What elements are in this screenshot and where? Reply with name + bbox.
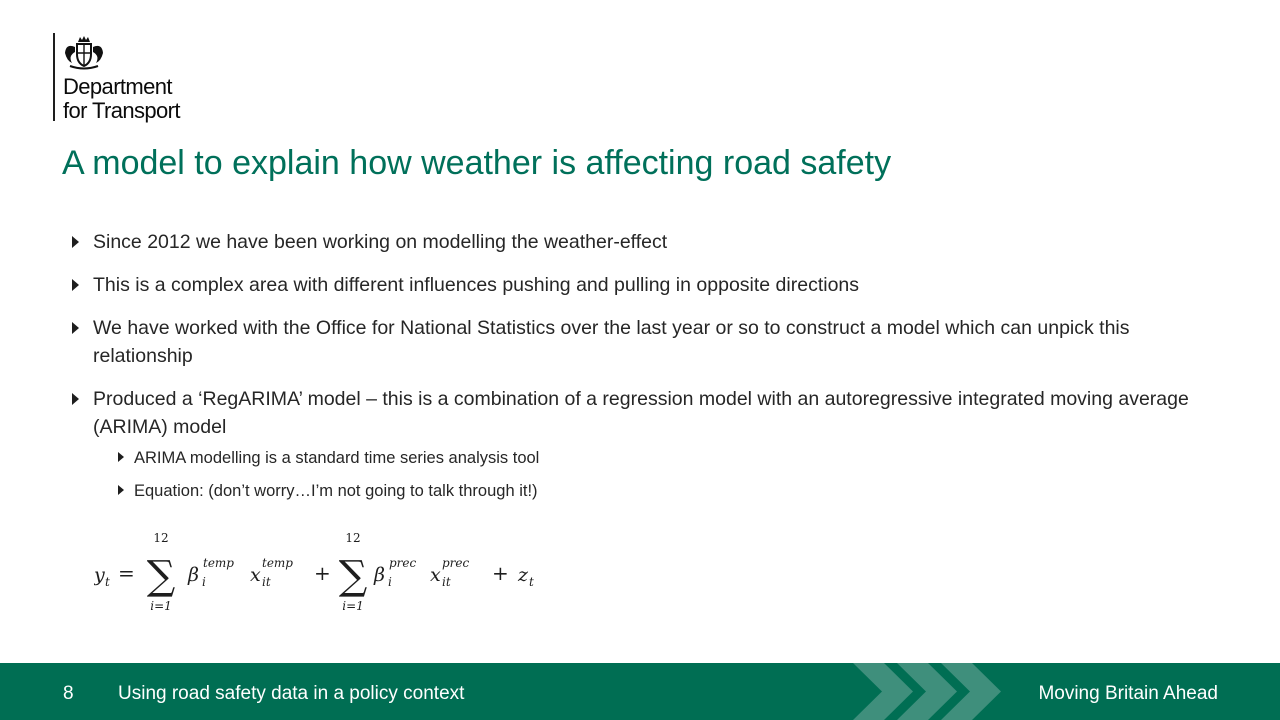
eq-x-prec: x (430, 564, 441, 586)
eq-sum2-upper: 12 (345, 531, 361, 545)
bullet-item (72, 385, 1222, 441)
bullet-text: We have worked with the Office for National Statistics over the last year or so to construct a model which can unpick this relationship (93, 317, 1130, 367)
sub-bullet-group (72, 446, 1222, 503)
eq-x-prec-sup: prec (442, 556, 470, 570)
regarima-equation (94, 526, 554, 616)
bullet-text: Produced a ‘RegARIMA’ model – this is a combination of a regression model with an autoregressive integrated moving average (ARIMA) model (93, 388, 1189, 438)
eq-x-temp: x (250, 564, 261, 586)
eq-beta-temp: β (188, 564, 199, 586)
eq-equals: = (118, 561, 135, 585)
logo-divider (53, 33, 55, 121)
eq-x-prec-sub: it (442, 575, 451, 589)
bullet-item (72, 314, 1222, 370)
sub-bullet-item (72, 479, 1222, 503)
eq-lhs-sub: t (105, 575, 110, 589)
eq-beta-temp-sub: i (202, 575, 206, 589)
sub-bullet-arrow-icon (118, 452, 124, 462)
eq-sum1-sigma: ∑ (146, 553, 176, 599)
bullet-item (72, 271, 1222, 299)
bullet-arrow-icon (72, 322, 79, 334)
bullet-arrow-icon (72, 236, 79, 248)
bullet-item (72, 228, 1222, 256)
eq-z-sub: t (529, 575, 534, 589)
logo-text (63, 75, 180, 123)
logo-line-transport: for Transport (63, 98, 180, 123)
footer-title: Using road safety data in a policy context (118, 683, 465, 704)
eq-x-temp-sub: it (262, 575, 271, 589)
bullet-text: This is a complex area with different influences pushing and pulling in opposite directions (93, 274, 860, 296)
bullet-arrow-icon (72, 393, 79, 405)
royal-crest-icon (62, 35, 106, 71)
eq-sum2-sigma: ∑ (338, 553, 368, 599)
eq-lhs: y (94, 564, 105, 586)
sub-bullet-item (72, 446, 1222, 470)
bullet-text: Since 2012 we have been working on modelling the weather-effect (93, 231, 668, 253)
sub-bullet-arrow-icon (118, 485, 124, 495)
eq-beta-prec-sup: prec (389, 556, 417, 570)
sub-bullet-text: ARIMA modelling is a standard time series analysis tool (134, 449, 540, 467)
slide-title: A model to explain how weather is affecting road safety (62, 144, 892, 182)
eq-x-temp-sup: temp (262, 556, 293, 570)
eq-plus-1: + (314, 561, 331, 585)
eq-sum1-lower: i=1 (150, 599, 172, 613)
sub-bullet-text: Equation: (don’t worry…I’m not going to talk through it!) (134, 482, 538, 500)
bullet-arrow-icon (72, 279, 79, 291)
footer-bar (0, 663, 1280, 720)
eq-z: z (518, 564, 529, 586)
eq-sum1-upper: 12 (153, 531, 169, 545)
sub-bullet-list (72, 446, 1222, 503)
bullet-list (72, 228, 1222, 512)
eq-beta-prec-sub: i (388, 575, 392, 589)
logo-line-department: Department (63, 74, 172, 99)
eq-beta-temp-sup: temp (203, 556, 234, 570)
eq-plus-2: + (492, 561, 509, 585)
page-number: 8 (63, 683, 74, 704)
eq-beta-prec: β (374, 564, 385, 586)
footer-tagline: Moving Britain Ahead (1038, 683, 1218, 704)
eq-sum2-lower: i=1 (342, 599, 364, 613)
